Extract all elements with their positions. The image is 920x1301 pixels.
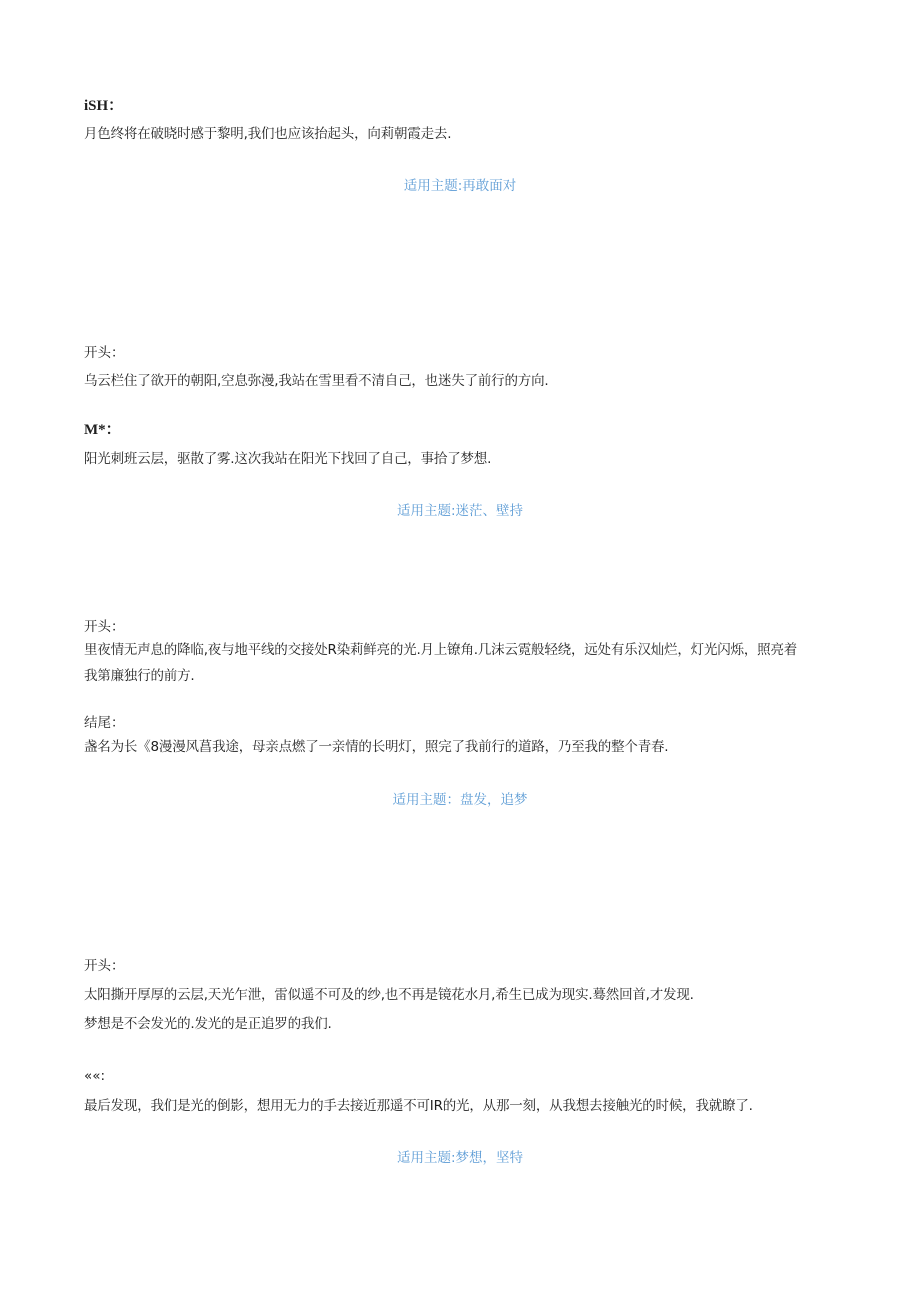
opening-label: 开头： — [84, 958, 125, 974]
opening-label: 开头： — [84, 619, 125, 635]
opening-text: 乌云栏住了欲开的朝阳,空息弥漫,我站在雪里看不清自己，也迷失了前行的方向. — [84, 373, 549, 389]
opening-label: 开头： — [84, 345, 125, 361]
ending-text: 阳光刺班云层，驱散了雾.这次我站在阳光下找回了自己，事拾了梦想. — [84, 451, 492, 467]
ending-label: M*： — [84, 422, 121, 438]
opening-text-line-1: 里夜情无声息的降临,夜与地平线的交接处R染莉鲜亮的光.月上镣角.几沫云霓般轻绕，远处有乐汉灿烂，灯光闪烁，照亮着 — [84, 642, 798, 658]
theme-caption: 适用主题：盘发，追梦 — [392, 792, 528, 808]
ending-text: 盏名为长《8漫漫风菖我途，母亲点燃了一亲情的长明灯，照完了我前行的道路，乃至我的整个青春. — [84, 739, 669, 755]
theme-caption: 适用主题:再敢面对 — [403, 178, 517, 194]
ending-label: 结尾： — [84, 715, 125, 731]
ending-label: iSH： — [84, 98, 124, 114]
opening-text-line-1: 太阳撕开厚厚的云层,天光乍泄，雷似遥不可及的纱,也不再是镜花水月,希生已成为现实.蓦然回首,才发现. — [84, 987, 694, 1003]
theme-caption: 适用主题:迷茫、壁持 — [396, 503, 524, 519]
ending-text: 月色终将在破晓时感于黎明,我们也应该抬起头，向莉朝霞走去. — [84, 126, 452, 142]
theme-caption: 适用主题:梦想，坚特 — [396, 1150, 524, 1166]
opening-text-line-2: 我第廉独行的前方. — [84, 668, 195, 684]
opening-text-line-2: 梦想是不会发光的.发光的是正追罗的我们. — [84, 1016, 332, 1032]
ending-text: 最后发现，我们是光的倒影，想用无力的手去接近那遥不可IR的光，从那一刻，从我想去接触光的时候，我就瞭了. — [84, 1098, 753, 1114]
ending-label: ««: — [84, 1068, 106, 1084]
